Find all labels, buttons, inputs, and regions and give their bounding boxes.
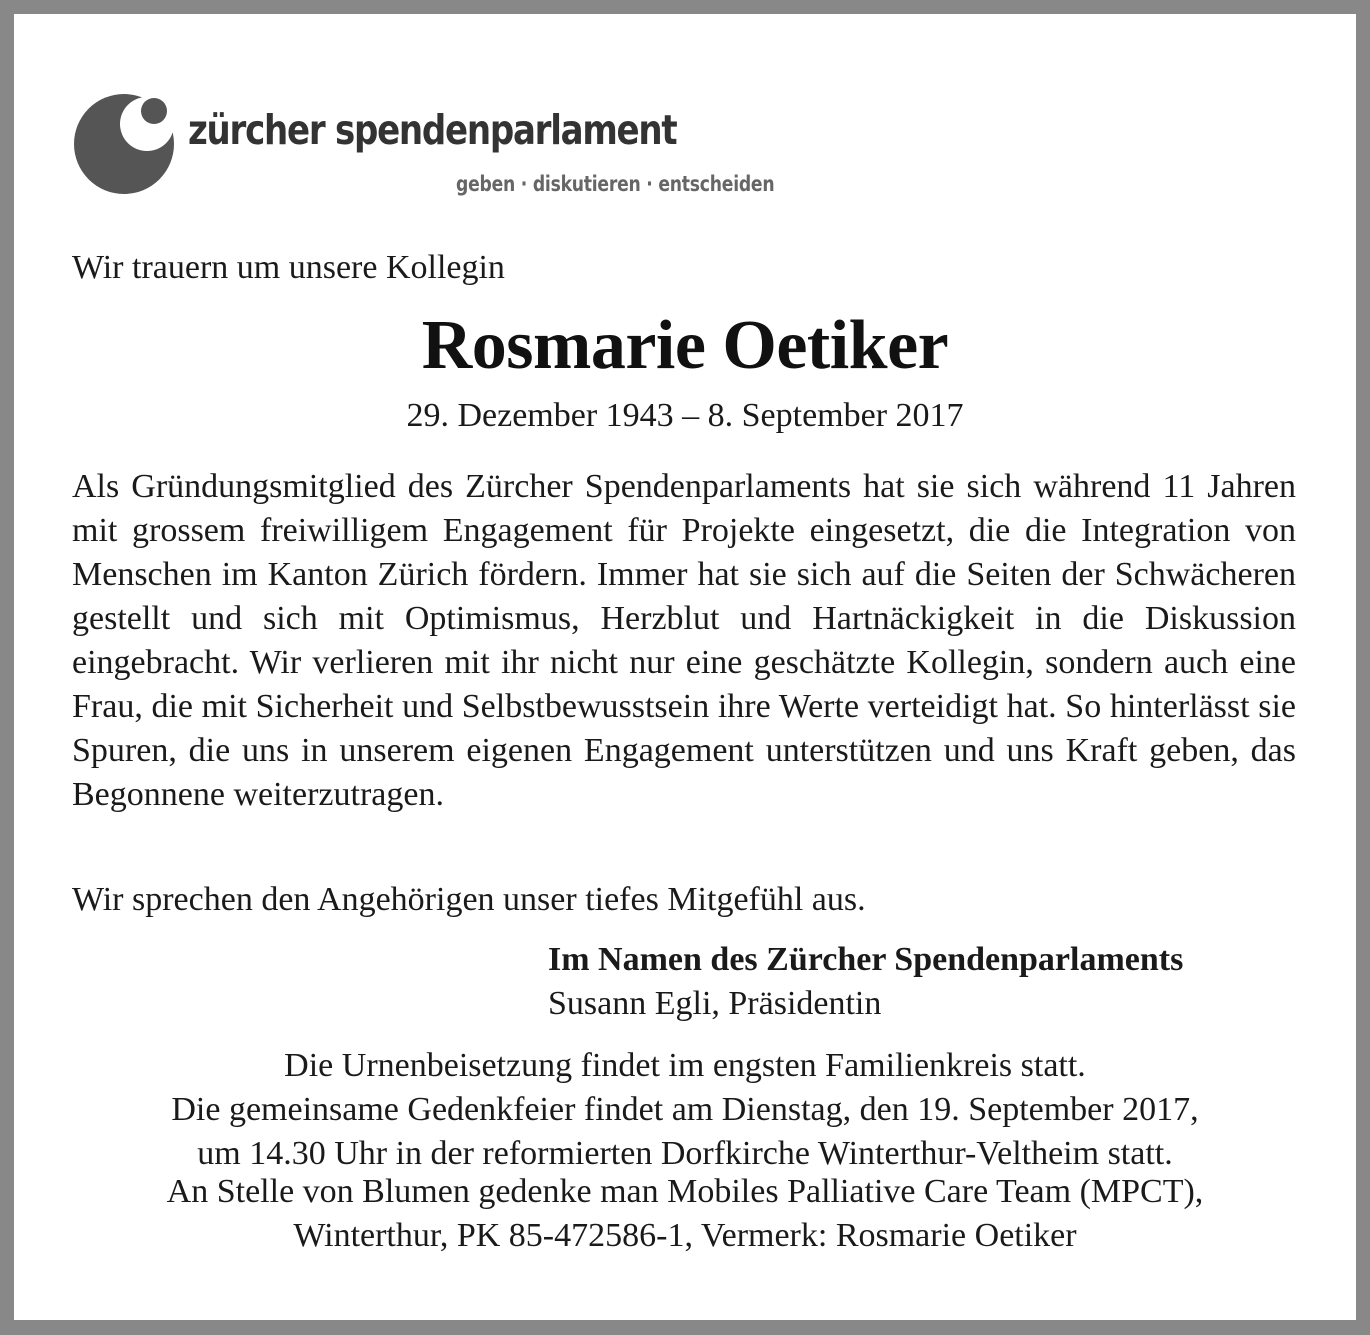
funeral-line: um 14.30 Uhr in der reformierten Dorfkirche Winterthur-Veltheim statt. [197, 1135, 1173, 1172]
tribute-paragraph: Als Gründungsmitglied des Zürcher Spendenparlaments hat sie sich während 11 Jahren mit grossem freiwilligem Engagement für Projekte eingesetzt, die die Integration von Menschen im Kanton Zürich fördern. Immer hat sie sich auf die Seiten der Schwächeren gestellt und sich mit Optimismus, Herzblut und Hartnäckigkeit in die Diskussion eingebracht. Wir verlieren mit ihr nicht nur eine geschätzte Kollegin, sondern auch eine Frau, die mit Sicherheit und Selbstbewusstsein ihre Werte verteidigt hat. So hinterlässt sie Spuren, die uns in unserem eigenen Engagement unterstützen und uns Kraft geben, das Begonnene weiterzutragen. [72, 468, 1296, 813]
obituary-notice [14, 14, 1356, 1320]
intro-line: Wir trauern um unsere Kollegin [72, 249, 505, 286]
funeral-line: Die gemeinsame Gedenkfeier findet am Dienstag, den 19. September 2017, [171, 1091, 1199, 1128]
condolence-line: Wir sprechen den Angehörigen unser tiefes Mitgefühl aus. [72, 881, 866, 918]
donation-line: An Stelle von Blumen gedenke man Mobiles Palliative Care Team (MPCT), [166, 1173, 1204, 1210]
signature-block [548, 938, 1183, 1026]
funeral-line: Die Urnenbeisetzung findet im engsten Familienkreis statt. [284, 1047, 1086, 1084]
signature-person: Susann Egli, Präsidentin [548, 985, 882, 1022]
donation-info [14, 1170, 1356, 1258]
signature-organization: Im Namen des Zürcher Spendenparlaments [548, 941, 1184, 978]
logo-mark-icon [72, 86, 180, 194]
logo-wordmark: zürcher spendenparlament [188, 106, 677, 154]
deceased-name: Rosmarie Oetiker [421, 307, 949, 384]
logo-tagline: geben · diskutieren · entscheiden [456, 172, 775, 196]
donation-line: Winterthur, PK 85-472586-1, Vermerk: Rosmarie Oetiker [293, 1217, 1077, 1254]
funeral-info [14, 1044, 1356, 1176]
life-dates: 29. Dezember 1943 – 8. September 2017 [406, 397, 964, 434]
organization-logo [72, 86, 832, 218]
